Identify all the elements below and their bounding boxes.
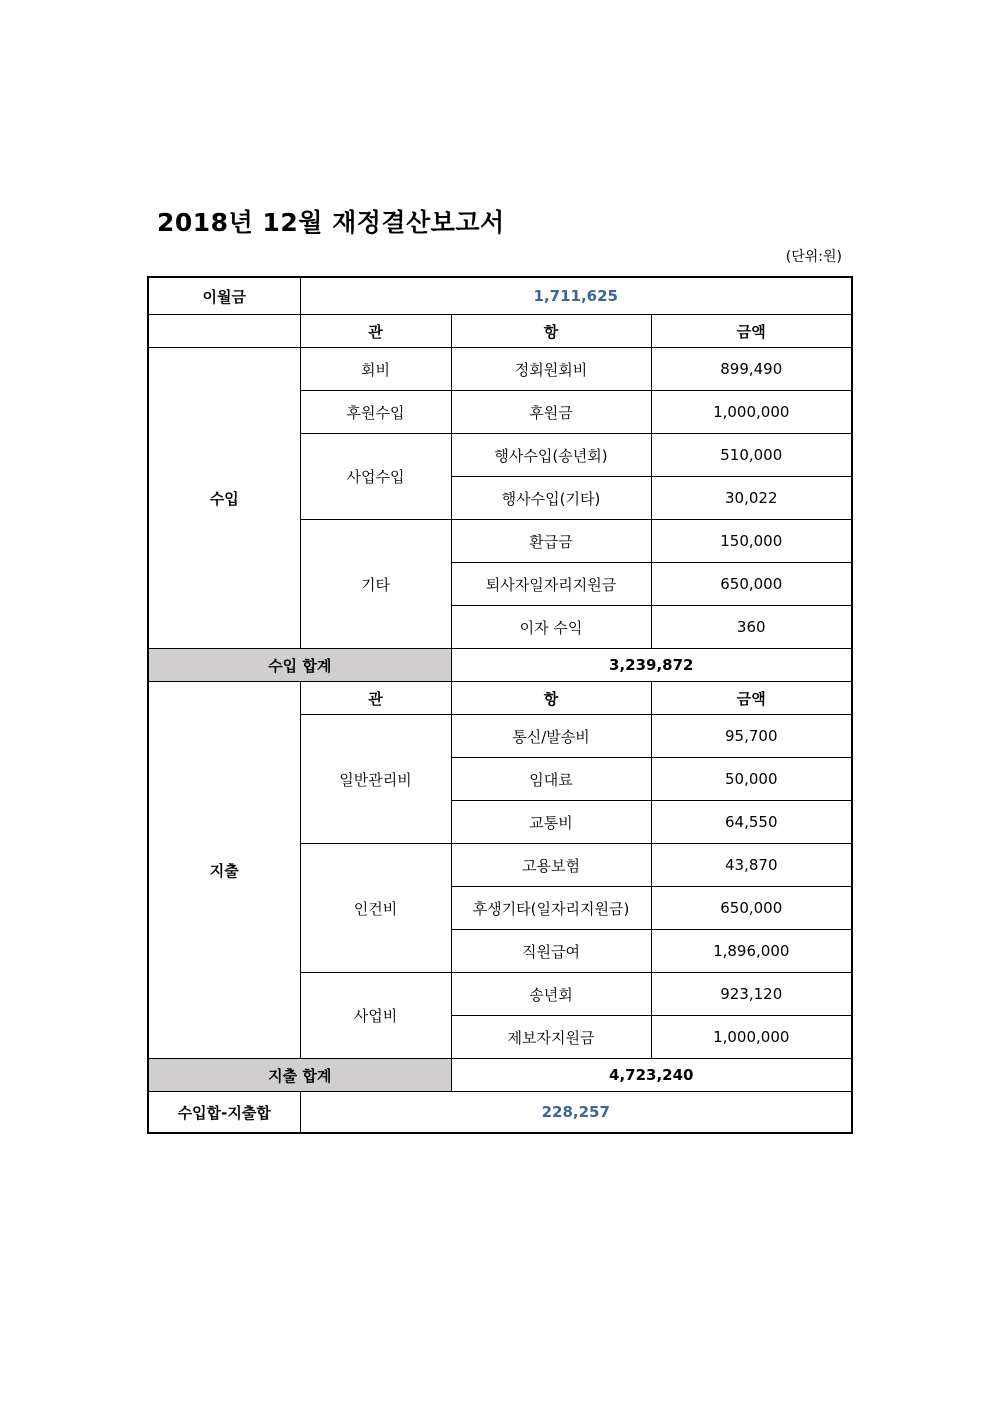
header-hang: 항 xyxy=(451,315,651,348)
gwan-cell: 기타 xyxy=(300,520,451,649)
amount-cell: 1,000,000 xyxy=(651,1016,852,1059)
hang-cell: 행사수입(기타) xyxy=(451,477,651,520)
expense-total-row xyxy=(148,1059,852,1092)
expense-total-label: 지출 합계 xyxy=(148,1059,451,1092)
header-hang: 항 xyxy=(451,682,651,715)
amount-cell: 95,700 xyxy=(651,715,852,758)
income-total-row xyxy=(148,649,852,682)
header-blank xyxy=(148,315,300,348)
balance-row xyxy=(148,1092,852,1134)
header-amount: 금액 xyxy=(651,315,852,348)
carry-over-row xyxy=(148,277,852,315)
gwan-cell: 사업수입 xyxy=(300,434,451,520)
unit-label: (단위:원) xyxy=(785,249,842,265)
hang-cell: 통신/발송비 xyxy=(451,715,651,758)
income-section-label: 수입 xyxy=(148,348,300,649)
hang-cell: 환급금 xyxy=(451,520,651,563)
header-amount: 금액 xyxy=(651,682,852,715)
amount-cell: 64,550 xyxy=(651,801,852,844)
amount-cell: 150,000 xyxy=(651,520,852,563)
gwan-cell: 회비 xyxy=(300,348,451,391)
hang-cell: 고용보험 xyxy=(451,844,651,887)
income-total-label: 수입 합계 xyxy=(148,649,451,682)
amount-cell: 923,120 xyxy=(651,973,852,1016)
amount-cell: 1,896,000 xyxy=(651,930,852,973)
header-gwan: 관 xyxy=(300,682,451,715)
amount-cell: 650,000 xyxy=(651,887,852,930)
hang-cell: 후원금 xyxy=(451,391,651,434)
amount-cell: 510,000 xyxy=(651,434,852,477)
carry-over-label: 이월금 xyxy=(148,277,300,315)
gwan-cell: 후원수입 xyxy=(300,391,451,434)
financial-report-table xyxy=(147,276,853,1134)
expense-total-amount: 4,723,240 xyxy=(451,1059,852,1092)
amount-cell: 360 xyxy=(651,606,852,649)
gwan-cell: 인건비 xyxy=(300,844,451,973)
income-total-amount: 3,239,872 xyxy=(451,649,852,682)
hang-cell: 송년회 xyxy=(451,973,651,1016)
hang-cell: 후생기타(일자리지원금) xyxy=(451,887,651,930)
amount-cell: 43,870 xyxy=(651,844,852,887)
balance-amount: 228,257 xyxy=(300,1092,852,1134)
gwan-cell: 사업비 xyxy=(300,973,451,1059)
expense-header-row xyxy=(148,682,852,715)
hang-cell: 퇴사자일자리지원금 xyxy=(451,563,651,606)
hang-cell: 제보자지원금 xyxy=(451,1016,651,1059)
gwan-cell: 일반관리비 xyxy=(300,715,451,844)
hang-cell: 교통비 xyxy=(451,801,651,844)
carry-over-amount: 1,711,625 xyxy=(300,277,852,315)
expense-section-label: 지출 xyxy=(148,682,300,1059)
balance-label: 수입합-지출합 xyxy=(148,1092,300,1134)
hang-cell: 행사수입(송년회) xyxy=(451,434,651,477)
amount-cell: 30,022 xyxy=(651,477,852,520)
amount-cell: 650,000 xyxy=(651,563,852,606)
amount-cell: 899,490 xyxy=(651,348,852,391)
income-header-row xyxy=(148,315,852,348)
table-row xyxy=(148,348,852,391)
hang-cell: 이자 수익 xyxy=(451,606,651,649)
report-title: 2018년 12월 재정결산보고서 xyxy=(157,208,505,237)
hang-cell: 임대료 xyxy=(451,758,651,801)
hang-cell: 정회원회비 xyxy=(451,348,651,391)
amount-cell: 1,000,000 xyxy=(651,391,852,434)
header-gwan: 관 xyxy=(300,315,451,348)
hang-cell: 직원급여 xyxy=(451,930,651,973)
amount-cell: 50,000 xyxy=(651,758,852,801)
